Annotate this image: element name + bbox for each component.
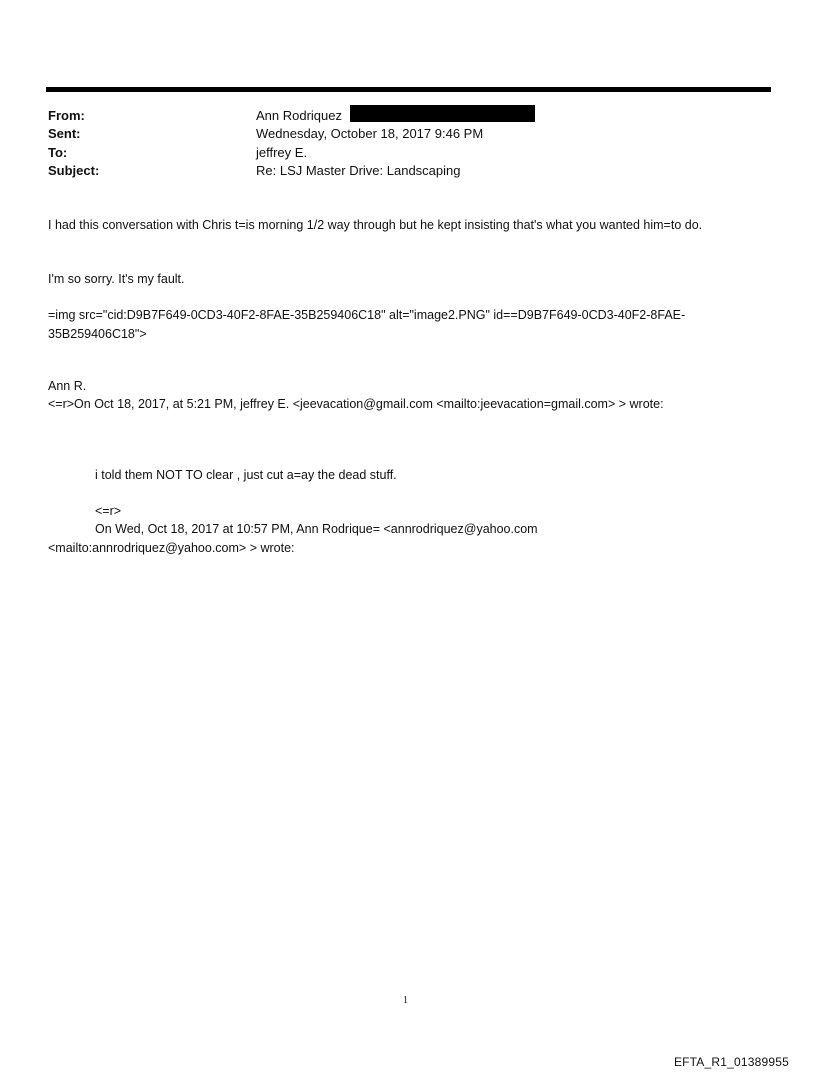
subject-label: Subject:: [48, 163, 100, 178]
from-value: Ann Rodriquez: [256, 108, 342, 123]
sent-value: Wednesday, October 18, 2017 9:46 PM: [256, 126, 484, 141]
redaction-bar: [350, 105, 535, 122]
quote2-intro: On Wed, Oct 18, 2017 at 10:57 PM, Ann Rodrique= <annrodriquez@yahoo.com: [95, 522, 538, 536]
subject-value: Re: LSJ Master Drive: Landscaping: [256, 163, 461, 178]
body-line-conversation: I had this conversation with Chris t=is morning 1/2 way through but he kept insisting that's what you wanted him=to do.: [48, 218, 703, 232]
quoted-break: <=r>: [95, 504, 122, 518]
page-number: 1: [403, 995, 408, 1006]
document-id: EFTA_R1_01389955: [673, 1055, 789, 1069]
body-line-img-tag: =img src="cid:D9B7F649-0CD3-40F2-8FAE-35B259406C18" alt="image2.PNG" id==D9B7F649-0CD3-40F2-8FAE-: [48, 308, 686, 322]
quote-intro: <=r>On Oct 18, 2017, at 5:21 PM, jeffrey E. <jeevacation@gmail.com <mailto:jeevacation=gmail.com> > wrote:: [48, 397, 664, 411]
body-line-img-tag-cont: 35B259406C18">: [48, 327, 147, 341]
from-label: From:: [48, 108, 85, 123]
to-value: jeffrey E.: [256, 145, 308, 160]
to-label: To:: [48, 145, 68, 160]
header-divider: [46, 87, 771, 92]
signature: Ann R.: [48, 379, 87, 393]
body-line-apology: I'm so sorry. It's my fault.: [48, 272, 185, 286]
sent-label: Sent:: [48, 126, 81, 141]
quoted-message: i told them NOT TO clear , just cut a=ay the dead stuff.: [95, 468, 397, 482]
quote2-intro-cont: <mailto:annrodriquez@yahoo.com> > wrote:: [48, 541, 295, 555]
